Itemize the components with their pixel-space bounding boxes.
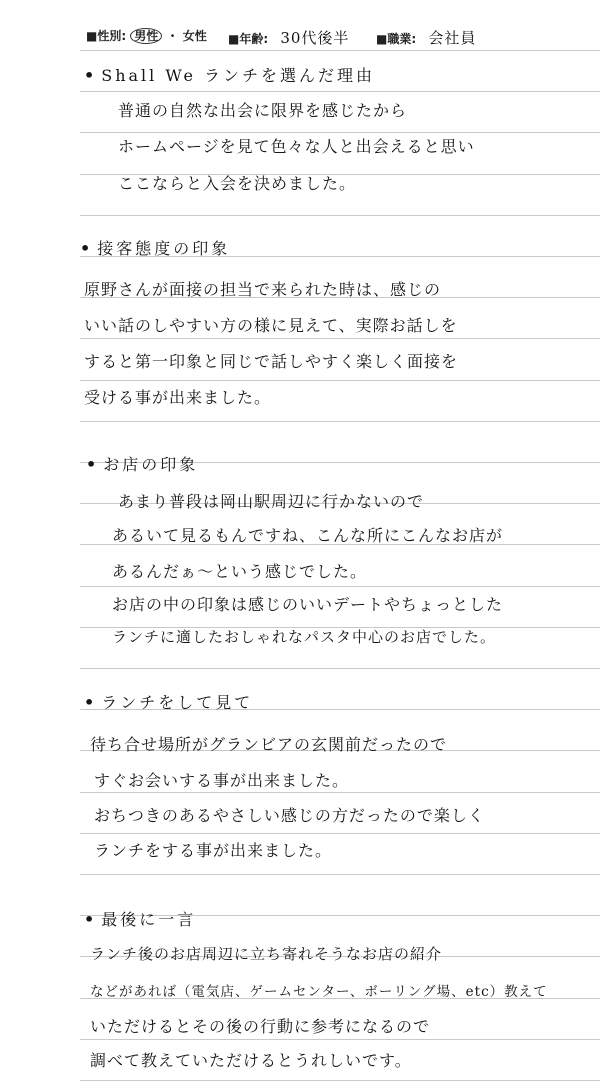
- answer-line: いただけるとその後の行動に参考になるので: [90, 1017, 431, 1036]
- section-heading-text: 最後に一言: [101, 910, 197, 929]
- ruled-line: [80, 874, 600, 875]
- section-heading: [84, 63, 375, 86]
- answer-line: ランチをする事が出来ました。: [94, 841, 333, 860]
- ruled-line: [80, 668, 600, 669]
- ruled-line: [80, 380, 600, 381]
- section-heading-text: 接客態度の印象: [97, 239, 231, 258]
- age-field: [228, 27, 349, 48]
- job-value: 会社員: [428, 29, 477, 47]
- answer-line: お店の中の印象は感じのいいデートやちょっとした: [112, 595, 504, 614]
- section-heading-text: お店の印象: [103, 455, 199, 474]
- answer-line: 受ける事が出来ました。: [84, 388, 272, 407]
- answer-line: おちつきのあるやさしい感じの方だったので楽しく: [94, 806, 485, 825]
- answer-line: あるんだぁ〜という感じでした。: [112, 562, 368, 581]
- bullet-icon: •: [86, 455, 100, 474]
- gender-male-circled: 男性: [130, 28, 162, 44]
- ruled-line: [80, 586, 600, 587]
- ruled-line: [80, 215, 600, 216]
- answer-line: ここならと入会を決めました。: [118, 174, 357, 193]
- gender-field: [86, 27, 207, 44]
- bullet-icon: •: [84, 66, 98, 85]
- respondent-header: [0, 0, 600, 46]
- section-heading: [84, 907, 196, 930]
- answer-line: すぐお会いする事が出来ました。: [94, 771, 350, 790]
- ruled-line: [80, 1039, 600, 1040]
- bullet-icon: •: [84, 693, 98, 712]
- ruled-line: [80, 421, 600, 422]
- section-heading: [84, 690, 253, 713]
- answer-line: 普通の自然な出会に限界を感じたから: [118, 101, 408, 120]
- gender-label: ■性別:: [86, 29, 127, 43]
- answer-line: 待ち合せ場所がグランビアの玄関前だったので: [90, 735, 448, 754]
- answer-line: などがあれば（電気店、ゲームセンター、ボーリング場、etc）教えて: [90, 984, 548, 1000]
- ruled-line: [80, 833, 600, 834]
- ruled-line: [80, 792, 600, 793]
- answer-line: ランチに適したおしゃれなパスタ中心のお店でした。: [112, 628, 497, 646]
- answer-line: 調べて教えていただけるとうれしいです。: [90, 1051, 412, 1070]
- job-field: [376, 27, 476, 48]
- ruled-line: [80, 91, 600, 92]
- section-heading-text: ランチをして見て: [101, 693, 254, 712]
- job-label: ■職業:: [376, 32, 417, 46]
- section-heading: [86, 452, 198, 475]
- ruled-line: [80, 50, 600, 51]
- gender-separator: ・: [166, 29, 179, 43]
- section-heading-text: Shall We ランチを選んだ理由: [101, 66, 376, 85]
- gender-female: 女性: [182, 29, 207, 43]
- age-label: ■年齢:: [228, 32, 269, 46]
- answer-line: あまり普段は岡山駅周辺に行かないので: [118, 492, 425, 511]
- answer-line: あるいて見るもんですね、こんな所にこんなお店が: [112, 526, 504, 545]
- answer-line: いい話のしやすい方の様に見えて、実際お話しを: [84, 316, 458, 335]
- answer-line: 原野さんが面接の担当で来られた時は、感じの: [84, 280, 442, 299]
- answer-line: すると第一印象と同じで話しやすく楽しく面接を: [84, 352, 459, 371]
- ruled-line: [80, 338, 600, 339]
- age-value: 30代後半: [280, 29, 350, 47]
- section-heading: [80, 236, 230, 259]
- answer-line: ランチ後のお店周辺に立ち寄れそうなお店の紹介: [90, 945, 443, 963]
- bullet-icon: •: [84, 910, 98, 929]
- ruled-line: [80, 1080, 600, 1081]
- answer-line: ホームページを見て色々な人と出会えると思い: [118, 137, 475, 156]
- bullet-icon: •: [80, 239, 94, 258]
